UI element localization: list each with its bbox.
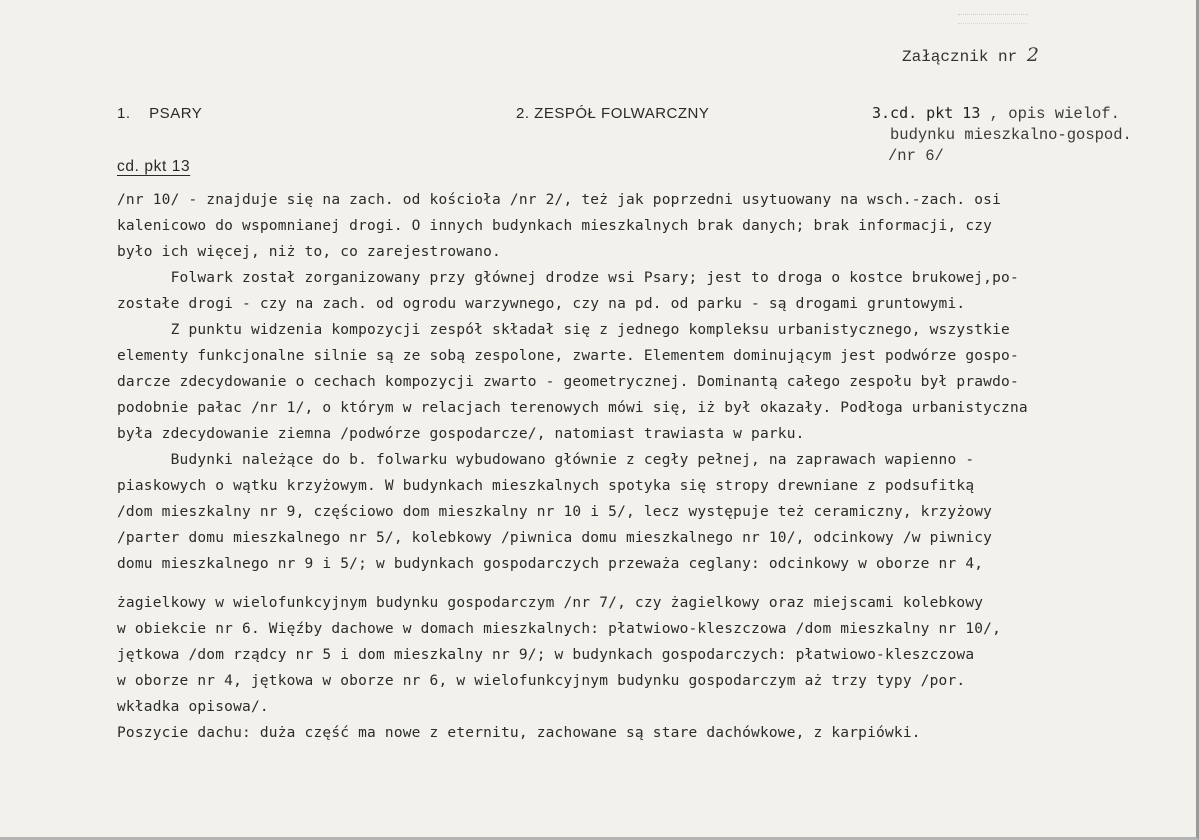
faded-stamp-mark (958, 14, 1028, 24)
body-line: podobnie pałac /nr 1/, o którym w relacjach terenowych mówi się, iż był okazały. Podłoga urbanistyczna (117, 400, 1028, 416)
attachment-number: 2 (1026, 44, 1039, 66)
body-line: /dom mieszkalny nr 9, częściowo dom mieszkalny nr 10 i 5/, lecz występuje też ceramiczny, krzyżowy (117, 504, 993, 520)
header-description-line2: budynku mieszkalno-gospod. (890, 126, 1132, 144)
header-description (872, 103, 1132, 167)
body-line: była zdecydowanie ziemna /podwórze gospodarcze/, natomiast trawiasta w parku. (117, 426, 805, 442)
header-point-ref: 3.cd. pkt 13 (872, 104, 981, 122)
body-line: piaskowych o wątku krzyżowym. W budynkach mieszkalnych spotyka się stropy drewniane z podsufitką (117, 478, 975, 494)
header-complex: 2. ZESPÓŁ FOLWARCZNY (516, 105, 710, 122)
body-line: Poszycie dachu: duża część ma nowe z eternitu, zachowane są stare dachówkowe, z karpiówki. (117, 725, 921, 741)
body-line: Z punktu widzenia kompozycji zespół składał się z jednego kompleksu urbanistycznego, wszystkie (117, 322, 1010, 338)
header-description-rest: , opis wielof. (980, 105, 1120, 123)
body-line: kalenicowo do wspomnianej drogi. O innych budynkach mieszkalnych brak danych; brak informacji, czy (117, 218, 993, 234)
body-line: żagielkowy w wielofunkcyjnym budynku gospodarczym /nr 7/, czy żagielkowy oraz miejscami kolebkowy (117, 595, 984, 611)
body-line: wkładka opisowa/. (117, 699, 269, 715)
body-line: zostałe drogi - czy na zach. od ogrodu warzywnego, czy na pd. od parku - są drogami gruntowymi. (117, 296, 966, 312)
body-line: darcze zdecydowanie o cechach kompozycji zwarto - geometrycznej. Dominantą całego zespołu był prawdo- (117, 374, 1019, 390)
body-line: w obiekcie nr 6. Więźby dachowe w domach mieszkalnych: płatwiowo-kleszczowa /dom mieszkalny nr 10/, (117, 621, 1002, 637)
body-line: było ich więcej, niż to, co zarejestrowano. (117, 244, 501, 260)
header-place: 1. PSARY (117, 105, 203, 122)
attachment-text: Załącznik nr (902, 48, 1018, 66)
body-line: domu mieszkalnego nr 9 i 5/; w budynkach gospodarczych przeważa ceglany: odcinkowy w oborze nr 4, (117, 556, 984, 572)
body-line: /nr 10/ - znajduje się na zach. od kościoła /nr 2/, też jak poprzedni usytuowany na wsch.-zach. osi (117, 192, 1002, 208)
body-line: Folwark został zorganizowany przy głównej drodze wsi Psary; jest to droga o kostce brukowej,po- (117, 270, 1019, 286)
section-reference: cd. pkt 13 (117, 158, 191, 175)
attachment-label (902, 44, 1039, 66)
body-line: Budynki należące do b. folwarku wybudowano głównie z cegły pełnej, na zaprawach wapienno - (117, 452, 975, 468)
body-line: /parter domu mieszkalnego nr 5/, kolebkowy /piwnica domu mieszkalnego nr 10/, odcinkowy /w piwnicy (117, 530, 993, 546)
header-description-line1 (872, 103, 1132, 125)
body-line: w oborze nr 4, jętkowa w oborze nr 6, w wielofunkcyjnym budynku gospodarczym aż trzy typy /por. (117, 673, 966, 689)
body-line: jętkowa /dom rządcy nr 5 i dom mieszkalny nr 9/; w budynkach gospodarczych: płatwiowo-kleszczowa (117, 647, 975, 663)
body-line: elementy funkcjonalne silnie są ze sobą zespolone, zwarte. Elementem dominującym jest podwórze gospo- (117, 348, 1019, 364)
header-description-line3: /nr 6/ (888, 147, 944, 165)
